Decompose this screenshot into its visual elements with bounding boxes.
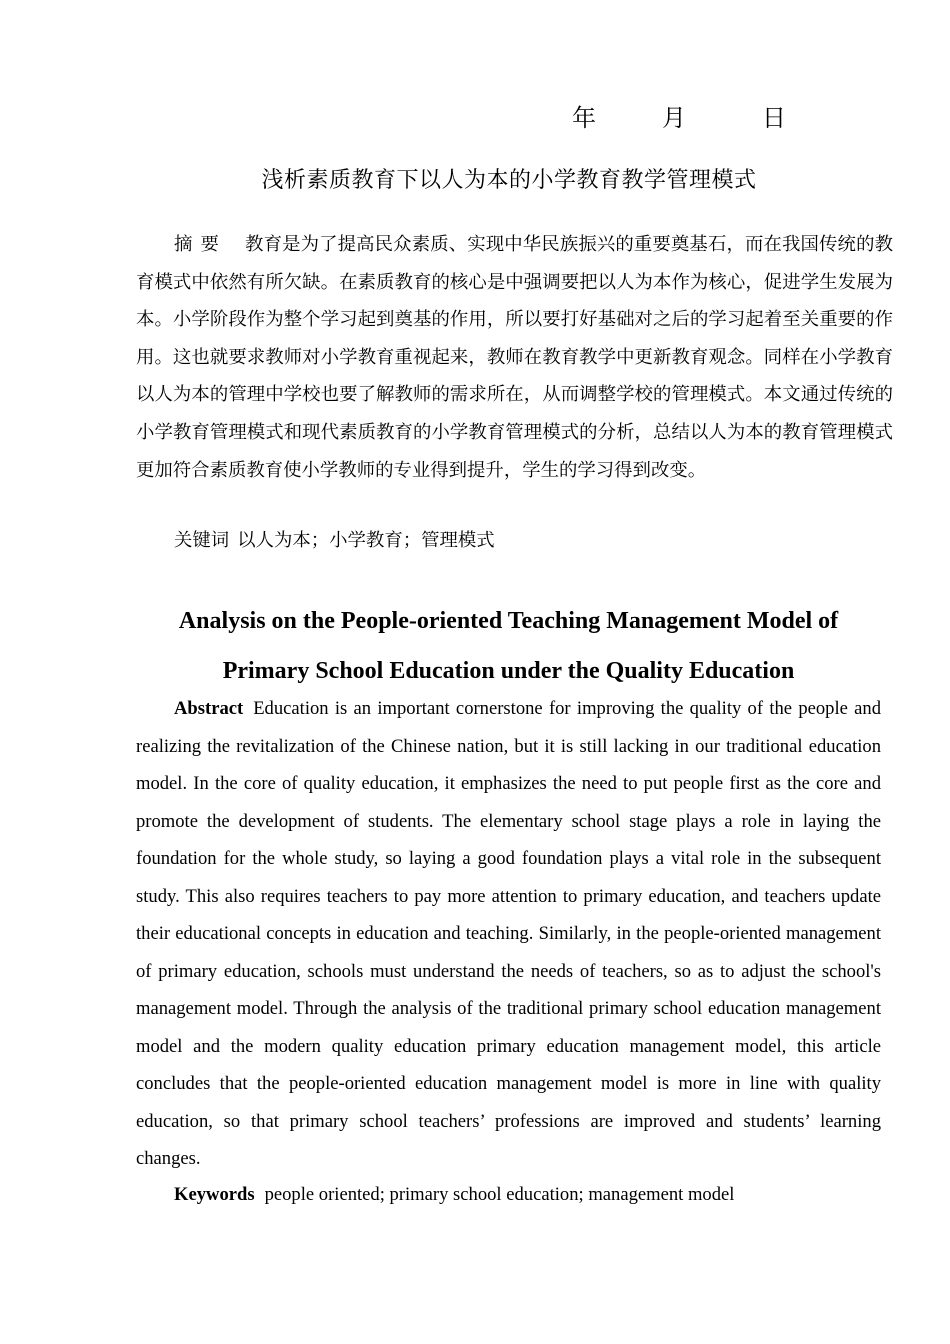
english-abstract-text: Education is an important cornerstone for improving the quality of the people and realizing the revitalization of the Chinese nation, but it is still lacking in our traditional education model. In the core of quality education, it emphasizes the need to put people first as the core and promote the development of students. The elementary school stage plays a role in laying the foundation for the whole study, so laying a good foundation plays a vital role in the subsequent study. This also requires teachers to pay more attention to primary education, and teachers update their educational concepts in education and teaching. Similarly, in the people-oriented management of primary education, schools must understand the needs of teachers, so as to adjust the school's management model. Through the analysis of the traditional primary school education management model and the modern quality education primary education management model, this article concludes that the people-oriented education management model is more in line with quality education, so that primary school teachers’ professions are improved and students’ learning changes. [136, 698, 881, 1169]
chinese-keywords [174, 522, 495, 559]
english-keywords-label: Keywords [174, 1184, 255, 1205]
chinese-keywords-label: 关键词 [174, 530, 230, 551]
date-line [560, 98, 800, 138]
chinese-title: 浅析素质教育下以人为本的小学教育教学管理模式 [261, 168, 757, 193]
date-year: 年 [572, 104, 596, 132]
english-keywords-text: people oriented; primary school education; management model [264, 1184, 735, 1205]
english-abstract [136, 690, 881, 1178]
chinese-abstract [136, 226, 893, 489]
chinese-abstract-text: 教育是为了提高民众素质、实现中华民族振兴的重要奠基石，而在我国传统的教育模式中依然有所欠缺。在素质教育的核心是中强调要把以人为本作为核心，促进学生发展为本。小学阶段作为整个学习起到奠基的作用，所以要打好基础对之后的学习起着至关重要的作用。这也就要求教师对小学教育重视起来，教师在教育教学中更新教育观念。同样在小学教育以人为本的管理中学校也要了解教师的需求所在，从而调整学校的管理模式。本文通过传统的小学教育管理模式和现代素质教育的小学教育管理模式的分析，总结以人为本的教育管理模式更加符合素质教育使小学教师的专业得到提升，学生的学习得到改变。 [136, 234, 893, 481]
english-title-line-2: Primary School Education under the Quality Education [222, 658, 795, 684]
date-day: 日 [762, 104, 786, 132]
date-month: 月 [662, 104, 686, 132]
english-abstract-label: Abstract [174, 698, 244, 719]
english-keywords [174, 1176, 734, 1213]
english-title-line-1: Analysis on the People-oriented Teaching Management Model of [178, 608, 839, 634]
chinese-keywords-text: 以人为本；小学教育；管理模式 [237, 530, 495, 551]
chinese-abstract-label: 摘要 [174, 234, 228, 255]
